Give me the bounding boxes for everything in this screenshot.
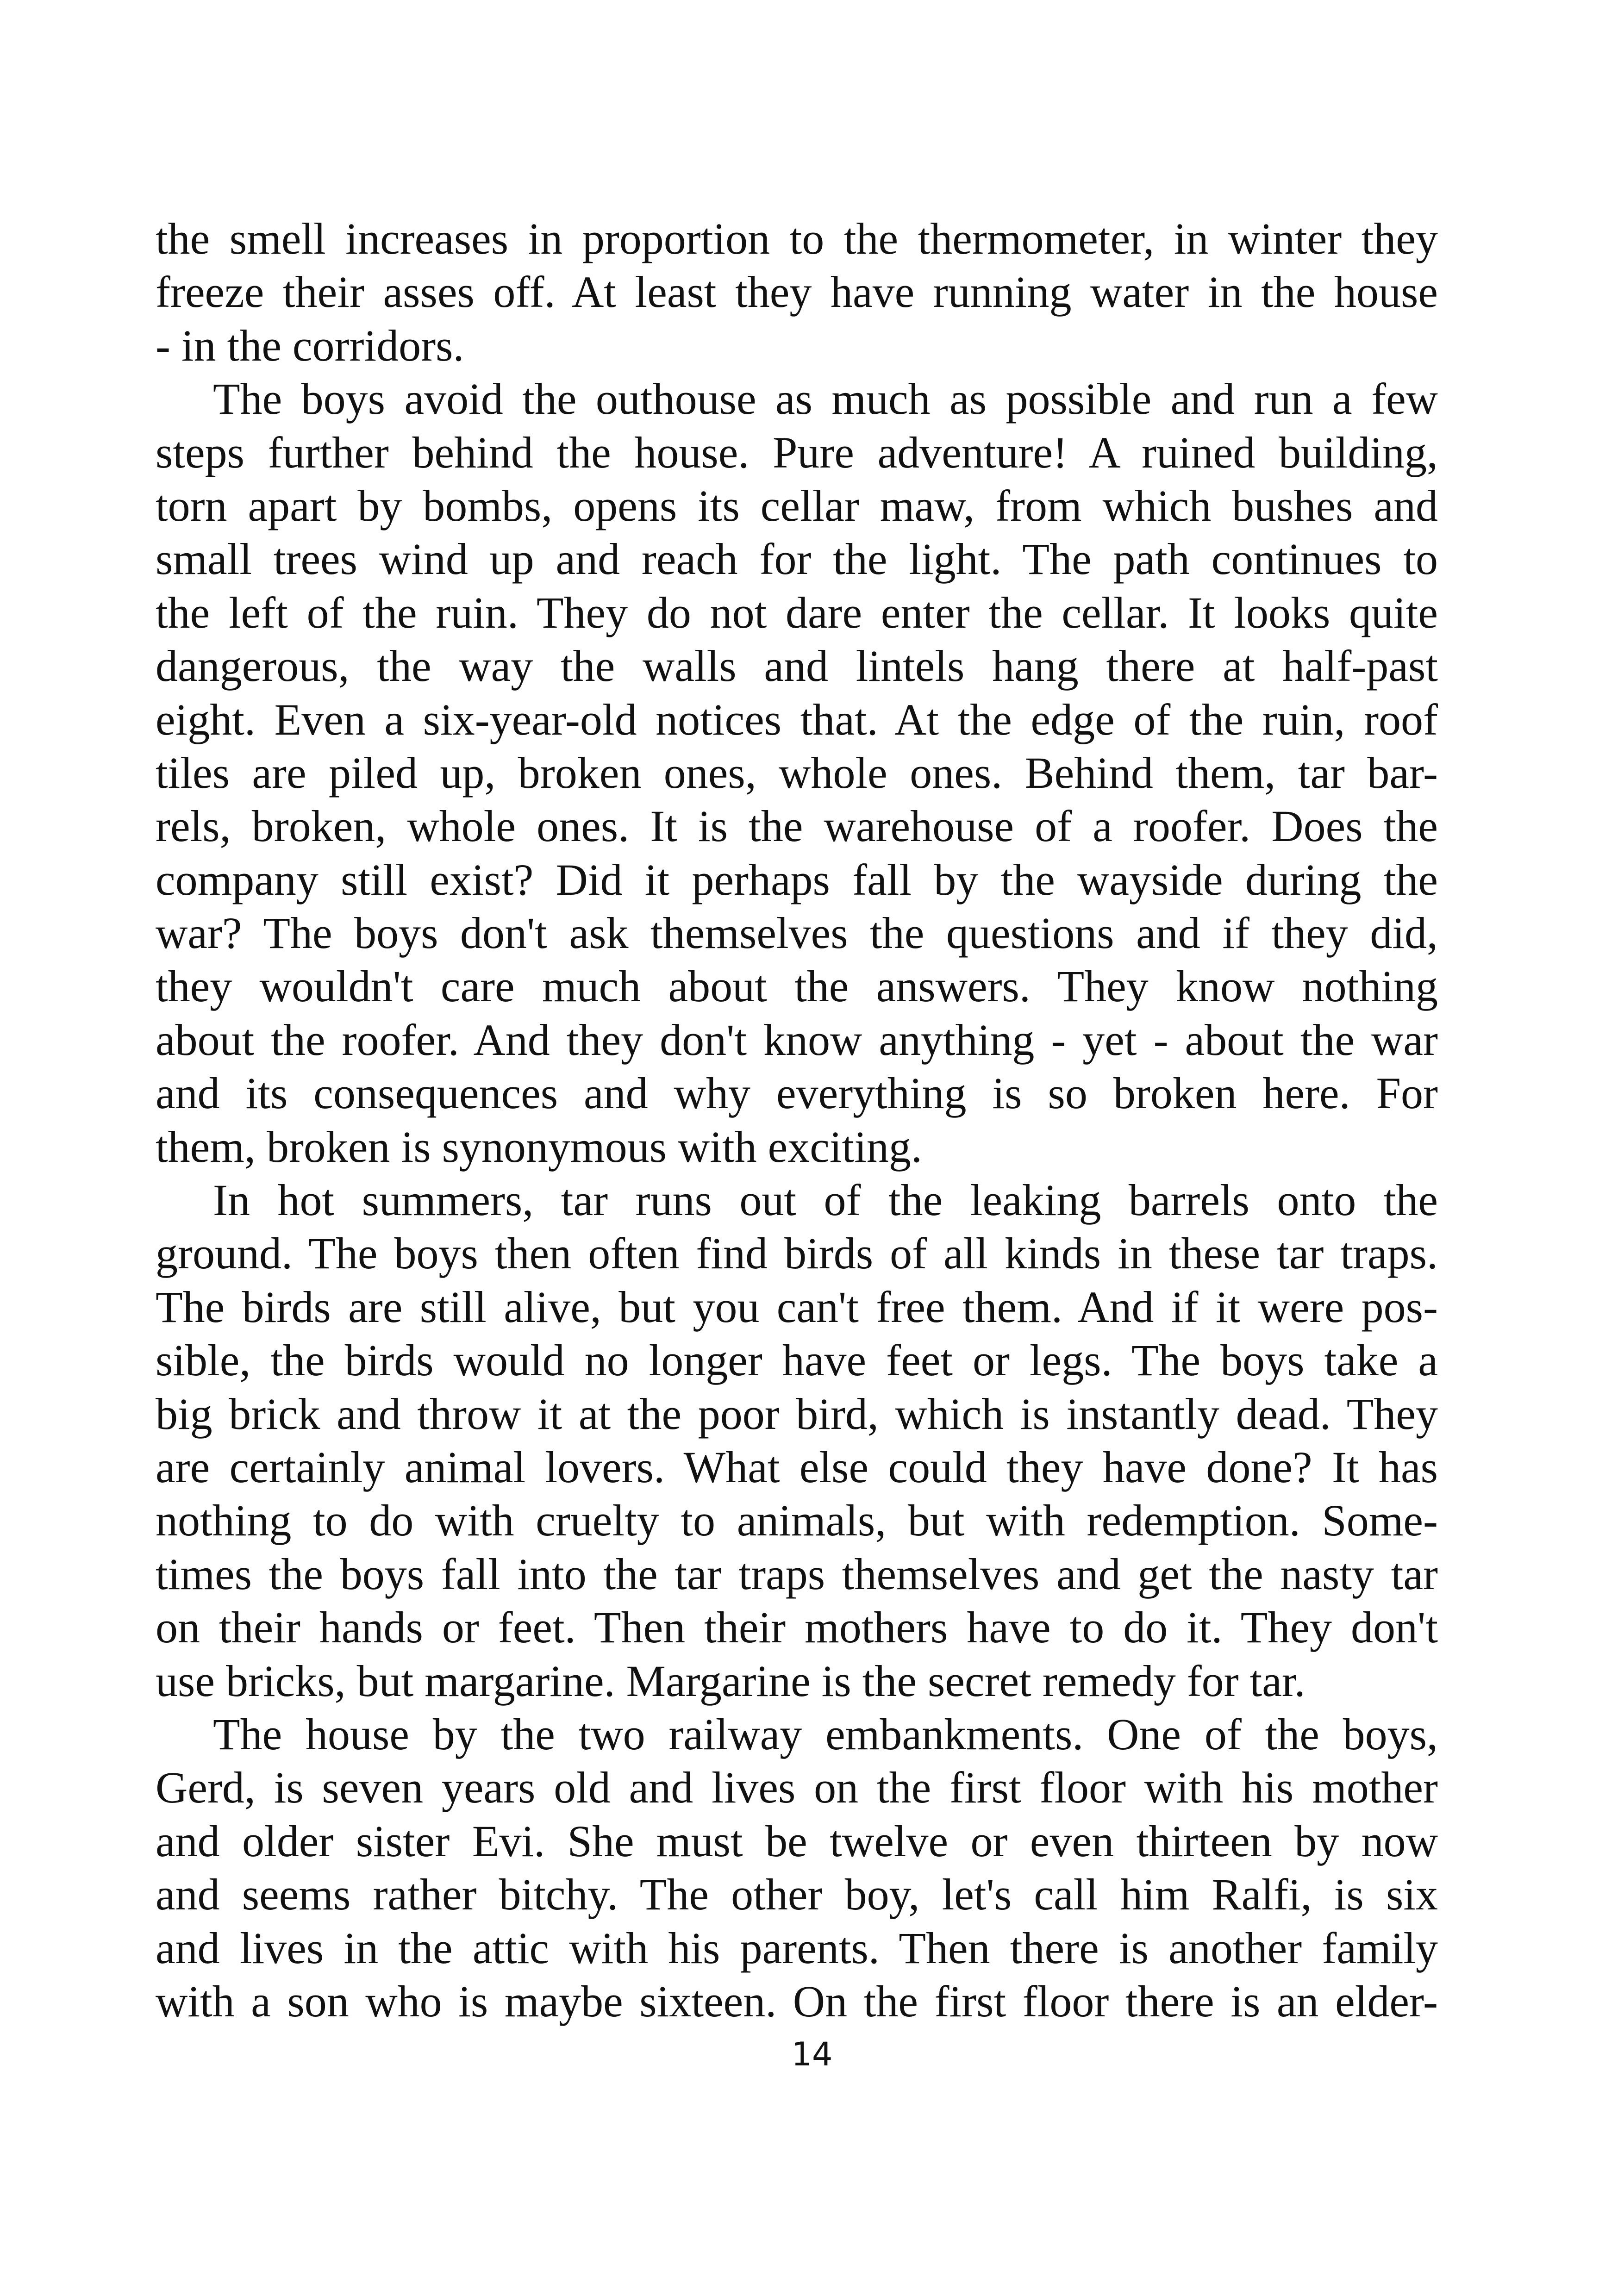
- text-line: tiles are piled up, broken ones, whole ones. Behind them, tar bar-: [156, 748, 1438, 798]
- text-line: and seems rather bitchy. The other boy, let's call him Ralfi, is six: [156, 1870, 1438, 1920]
- text-line: The birds are still alive, but you can't free them. And if it were pos-: [156, 1282, 1438, 1332]
- text-line: times the boys fall into the tar traps themselves and get the nasty tar: [156, 1549, 1438, 1599]
- text-line: small trees wind up and reach for the light. The path continues to: [156, 534, 1438, 584]
- text-line: on their hands or feet. Then their mothers have to do it. They don't: [156, 1603, 1438, 1653]
- text-line: and its consequences and why everything is so broken here. For: [156, 1068, 1438, 1118]
- text-line: with a son who is maybe sixteen. On the first floor there is an elder-: [156, 1976, 1438, 2026]
- text-line: sible, the birds would no longer have feet or legs. The boys take a: [156, 1335, 1438, 1385]
- text-line: and older sister Evi. She must be twelve or even thirteen by now: [156, 1816, 1438, 1866]
- text-line: dangerous, the way the walls and lintels hang there at half-past: [156, 641, 1438, 691]
- text-line: use bricks, but margarine. Margarine is the secret remedy for tar.: [156, 1656, 1305, 1706]
- text-line: rels, broken, whole ones. It is the warehouse of a roofer. Does the: [156, 801, 1438, 851]
- text-line: Gerd, is seven years old and lives on the first floor with his mother: [156, 1763, 1438, 1813]
- text-line: - in the corridors.: [156, 320, 464, 370]
- text-line: ground. The boys then often find birds of all kinds in these tar traps.: [156, 1229, 1438, 1278]
- page-number: 14: [791, 2035, 833, 2073]
- body-text: [156, 212, 1438, 2028]
- text-line: are certainly animal lovers. What else could they have done? It has: [156, 1442, 1438, 1492]
- text-line: eight. Even a six-year-old notices that. At the edge of the ruin, roof: [156, 694, 1438, 744]
- text-line: the left of the ruin. They do not dare enter the cellar. It looks quite: [156, 587, 1438, 637]
- text-line: freeze their asses off. At least they have running water in the house: [156, 267, 1438, 317]
- text-line: war? The boys don't ask themselves the questions and if they did,: [156, 908, 1438, 958]
- text-line: and lives in the attic with his parents. Then there is another family: [156, 1923, 1438, 1973]
- text-line: them, broken is synonymous with exciting.: [156, 1122, 922, 1172]
- text-line: torn apart by bombs, opens its cellar maw, from which bushes and: [156, 480, 1438, 530]
- text-line: the smell increases in proportion to the thermometer, in winter they: [156, 214, 1438, 263]
- text-line: In hot summers, tar runs out of the leaking barrels onto the: [213, 1175, 1438, 1225]
- text-line: company still exist? Did it perhaps fall by the wayside during the: [156, 854, 1438, 904]
- text-line: about the roofer. And they don't know anything - yet - about the war: [156, 1015, 1438, 1065]
- text-line: big brick and throw it at the poor bird, which is instantly dead. They: [156, 1389, 1438, 1439]
- text-line: they wouldn't care much about the answers. They know nothing: [156, 961, 1438, 1011]
- text-line: The house by the two railway embankments. One of the boys,: [213, 1709, 1438, 1759]
- text-line: nothing to do with cruelty to animals, but with redemption. Some-: [156, 1496, 1438, 1546]
- text-line: steps further behind the house. Pure adventure! A ruined building,: [156, 427, 1438, 477]
- text-line: The boys avoid the outhouse as much as possible and run a few: [213, 374, 1438, 424]
